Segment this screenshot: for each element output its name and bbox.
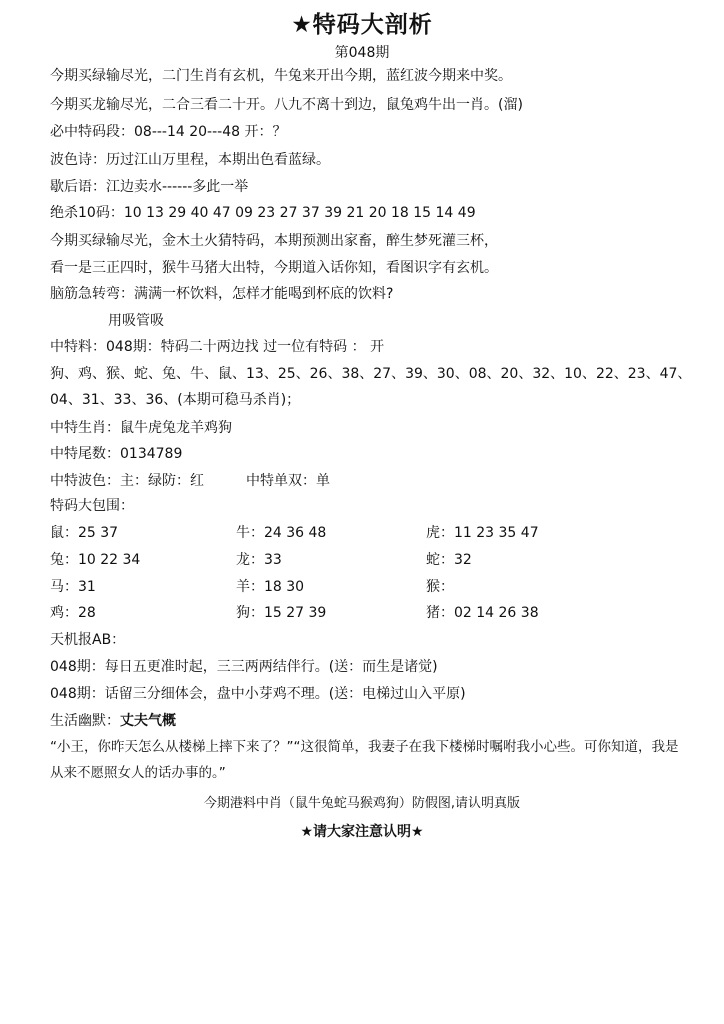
tianji-item: 048期：每日五更准时起，三三两两结伴行。(送：而生是诸觉) bbox=[50, 659, 438, 675]
text-line: 歇后语：江边卖水------多此一举 bbox=[50, 179, 249, 195]
zodiac-cell: 羊：18 30 bbox=[236, 579, 305, 595]
zodiac-cell: 兔：10 22 34 bbox=[50, 552, 141, 568]
zodiac-cell: 猴： bbox=[426, 579, 454, 595]
text-line: 狗、鸡、猴、蛇、兔、牛、鼠、13、25、26、38、27、39、30、08、20、32、10、22、23、47、 bbox=[50, 366, 692, 382]
issue-number: 第048期 bbox=[334, 45, 390, 61]
text-line: 中特生肖：鼠牛虎兔龙羊鸡狗 bbox=[50, 420, 232, 436]
text-line: 今期买绿输尽光，二门生肖有玄机，牛兔来开出今期，蓝红波今期来中奖。 bbox=[50, 68, 512, 84]
humor-heading-prefix: 生活幽默： bbox=[50, 713, 120, 729]
zodiac-cell: 虎：11 23 35 47 bbox=[426, 525, 539, 541]
zodiac-cell: 蛇：32 bbox=[426, 552, 472, 568]
humor-body: “小王，你昨天怎么从楼梯上摔下来了？”“这很简单，我妻子在我下楼梯时嘱咐我小心些。可你知道，我是从来不愿照女人的话办事的。” bbox=[50, 739, 679, 781]
humor-heading bbox=[50, 711, 176, 731]
text-line: 必中特码段：08---14 20---48 开：？ bbox=[50, 124, 287, 140]
zodiac-cell: 龙：33 bbox=[236, 552, 282, 568]
footer-note: 今期港料中肖（鼠牛兔蛇马猴鸡狗）防假图,请认明真版 bbox=[203, 796, 521, 811]
grid-heading: 特码大包围： bbox=[50, 498, 134, 514]
text-line: 中特尾数：0134789 bbox=[50, 446, 183, 462]
zodiac-cell: 狗：15 27 39 bbox=[236, 605, 327, 621]
zodiac-cell: 马：31 bbox=[50, 579, 96, 595]
zodiac-cell: 鸡：28 bbox=[50, 605, 96, 621]
zodiac-cell: 鼠：25 37 bbox=[50, 525, 119, 541]
text-line: 04、31、33、36、(本期可稳马杀肖)； bbox=[50, 392, 301, 408]
wave-color-line: 中特波色：主：绿防：红 bbox=[50, 473, 204, 489]
tianji-heading: 天机报AB： bbox=[50, 632, 126, 648]
odd-even-line: 中特单双：单 bbox=[246, 473, 330, 489]
humor-title: 丈夫气概 bbox=[120, 713, 176, 729]
zodiac-cell: 猪：02 14 26 38 bbox=[426, 605, 539, 621]
footer-warning: ★请大家注意认明★ bbox=[300, 824, 424, 840]
riddle-line: 脑筋急转弯：满满一杯饮料，怎样才能喝到杯底的饮料? bbox=[50, 286, 394, 302]
text-line: 绝杀10码：10 13 29 40 47 09 23 27 37 39 21 20 18 15 14 49 bbox=[50, 205, 476, 221]
page-title: ★特码大剖析 bbox=[291, 12, 433, 38]
text-line: 中特料：048期：特码二十两边找 过一位有特码 ： 开 bbox=[50, 339, 385, 355]
text-line: 今期买龙输尽光，二合三看二十开。八九不离十到边，鼠兔鸡牛出一肖。(溜) bbox=[50, 97, 523, 113]
zodiac-cell: 牛：24 36 48 bbox=[236, 525, 327, 541]
riddle-answer: 用吸管吸 bbox=[108, 313, 164, 329]
text-line: 波色诗：历过江山万里程，本期出色看蓝绿。 bbox=[50, 152, 330, 168]
text-line: 看一是三正四时，猴牛马猪大出特，今期道入话你知，看图识字有玄机。 bbox=[50, 260, 498, 276]
text-line: 今期买绿输尽光，金木土火猜特码，本期预测出家畜，醉生梦死灌三杯， bbox=[50, 233, 498, 249]
tianji-item: 048期：话留三分细体会，盘中小芽鸡不理。(送：电梯过山入平原) bbox=[50, 686, 466, 702]
